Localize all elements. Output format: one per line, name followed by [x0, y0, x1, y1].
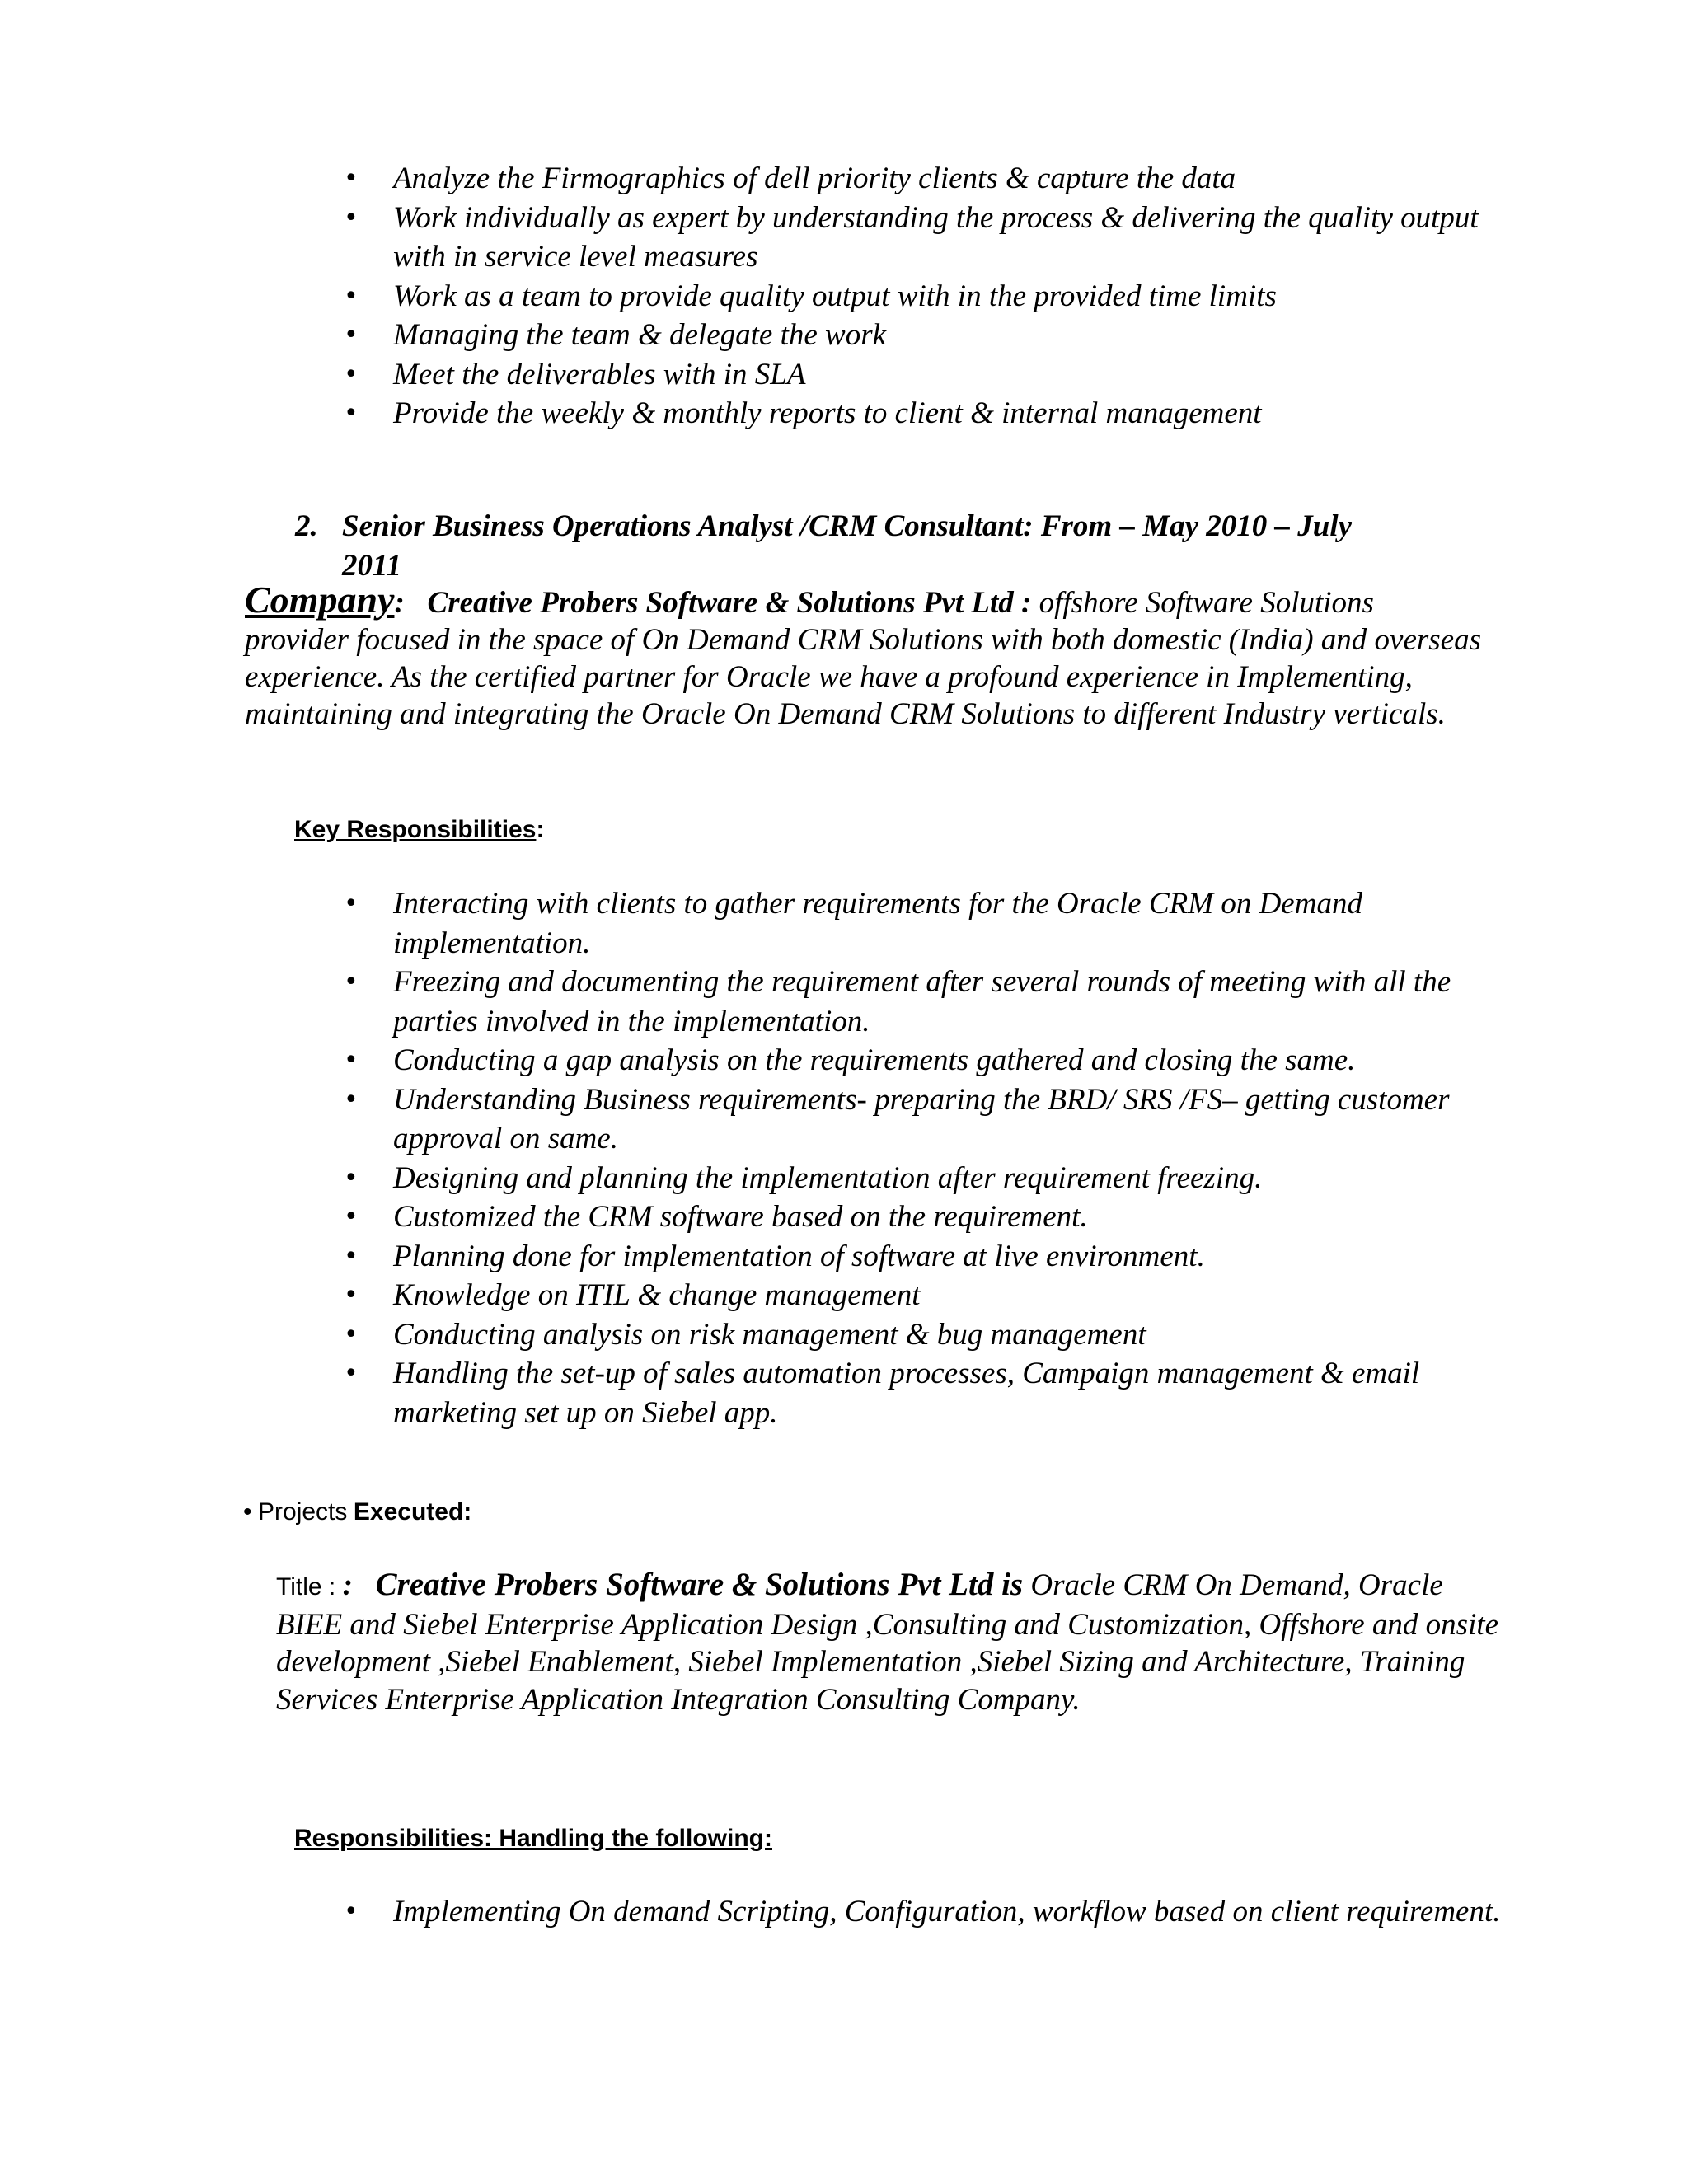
title-colon: :	[342, 1568, 353, 1602]
projects-label: Projects	[258, 1498, 348, 1526]
responsibilities-label: Responsibilities: Handling the following:	[294, 1825, 772, 1852]
list-item: • Work individually as expert by understanding the process & delivering the quality output with in service level measures	[346, 199, 1517, 277]
responsibilities-heading	[294, 1825, 772, 1853]
job-title-line2: 2011	[342, 549, 401, 583]
project-title-block	[276, 1566, 1512, 1718]
list-item: • Knowledge on ITIL & change management	[346, 1276, 1517, 1315]
list-item: • Designing and planning the implementation after requirement freezing.	[346, 1159, 1517, 1198]
list-item: • Meet the deliverables with in SLA	[346, 355, 1517, 395]
list-item: • Work as a team to provide quality output with in the provided time limits	[346, 277, 1517, 316]
company-desc-first: offshore Software Solutions	[1031, 586, 1374, 620]
list-item: • Managing the team & delegate the work	[346, 316, 1517, 355]
previous-job-responsibilities-list	[346, 159, 1517, 434]
key-responsibilities-label: Key Responsibilities	[294, 816, 537, 843]
job-title-line1: Senior Business Operations Analyst /CRM Consultant: From – May 2010 – July	[342, 509, 1353, 543]
list-item: • Understanding Business requirements- preparing the BRD/ SRS /FS– getting customer approval on same.	[346, 1080, 1517, 1159]
company-label: Company	[245, 579, 395, 621]
key-responsibilities-list	[346, 884, 1517, 1432]
list-item: • Interacting with clients to gather requirements for the Oracle CRM on Demand implementation.	[346, 884, 1517, 963]
job-number: 2.	[295, 509, 318, 543]
company-name: Creative Probers Software & Solutions Pvt Ltd :	[427, 586, 1032, 620]
title-company: Creative Probers Software & Solutions Pvt Ltd is	[375, 1567, 1024, 1602]
title-label: Title :	[276, 1573, 343, 1601]
list-item: • Analyze the Firmographics of dell priority clients & capture the data	[346, 159, 1517, 199]
list-item: • Conducting analysis on risk management & bug management	[346, 1315, 1517, 1355]
list-item: • Implementing On demand Scripting, Configuration, workflow based on client requirement.	[346, 1892, 1517, 1932]
company-colon: :	[394, 586, 405, 620]
job-title-heading	[295, 507, 1449, 586]
company-description	[245, 581, 1481, 733]
company-desc-rest: provider focused in the space of On Demand CRM Solutions with both domestic (India) and overseas experience. As the certified partner for Oracle we have a profound experience in Implementing, maintaining and integrating the Oracle On Demand CRM Solutions to different Industry verticals.	[245, 623, 1481, 731]
list-item: • Planning done for implementation of software at live environment.	[346, 1237, 1517, 1277]
list-item: • Provide the weekly & monthly reports to client & internal management	[346, 394, 1517, 434]
key-responsibilities-colon: :	[536, 816, 545, 843]
projects-label-bold: Executed:	[353, 1498, 472, 1526]
list-item: • Customized the CRM software based on the requirement.	[346, 1197, 1517, 1237]
projects-bullet: •	[243, 1498, 252, 1526]
key-responsibilities-heading	[294, 816, 544, 844]
projects-executed-heading	[243, 1498, 471, 1526]
list-item: • Handling the set-up of sales automation processes, Campaign management & email marketing set up on Siebel app.	[346, 1354, 1517, 1432]
list-item: • Freezing and documenting the requirement after several rounds of meeting with all the parties involved in the implementation.	[346, 963, 1517, 1041]
title-description: Oracle CRM On Demand, Oracle BIEE and Siebel Enterprise Application Design ,Consulting and Customization, Offshore and onsite development ,Siebel Enablement, Siebel Implementation ,Siebel Sizing and Architecture, Training Services Enterprise Application Integration Consulting Company.	[276, 1568, 1499, 1717]
project-responsibilities-list	[346, 1892, 1517, 1932]
list-item: • Conducting a gap analysis on the requirements gathered and closing the same.	[346, 1041, 1517, 1080]
